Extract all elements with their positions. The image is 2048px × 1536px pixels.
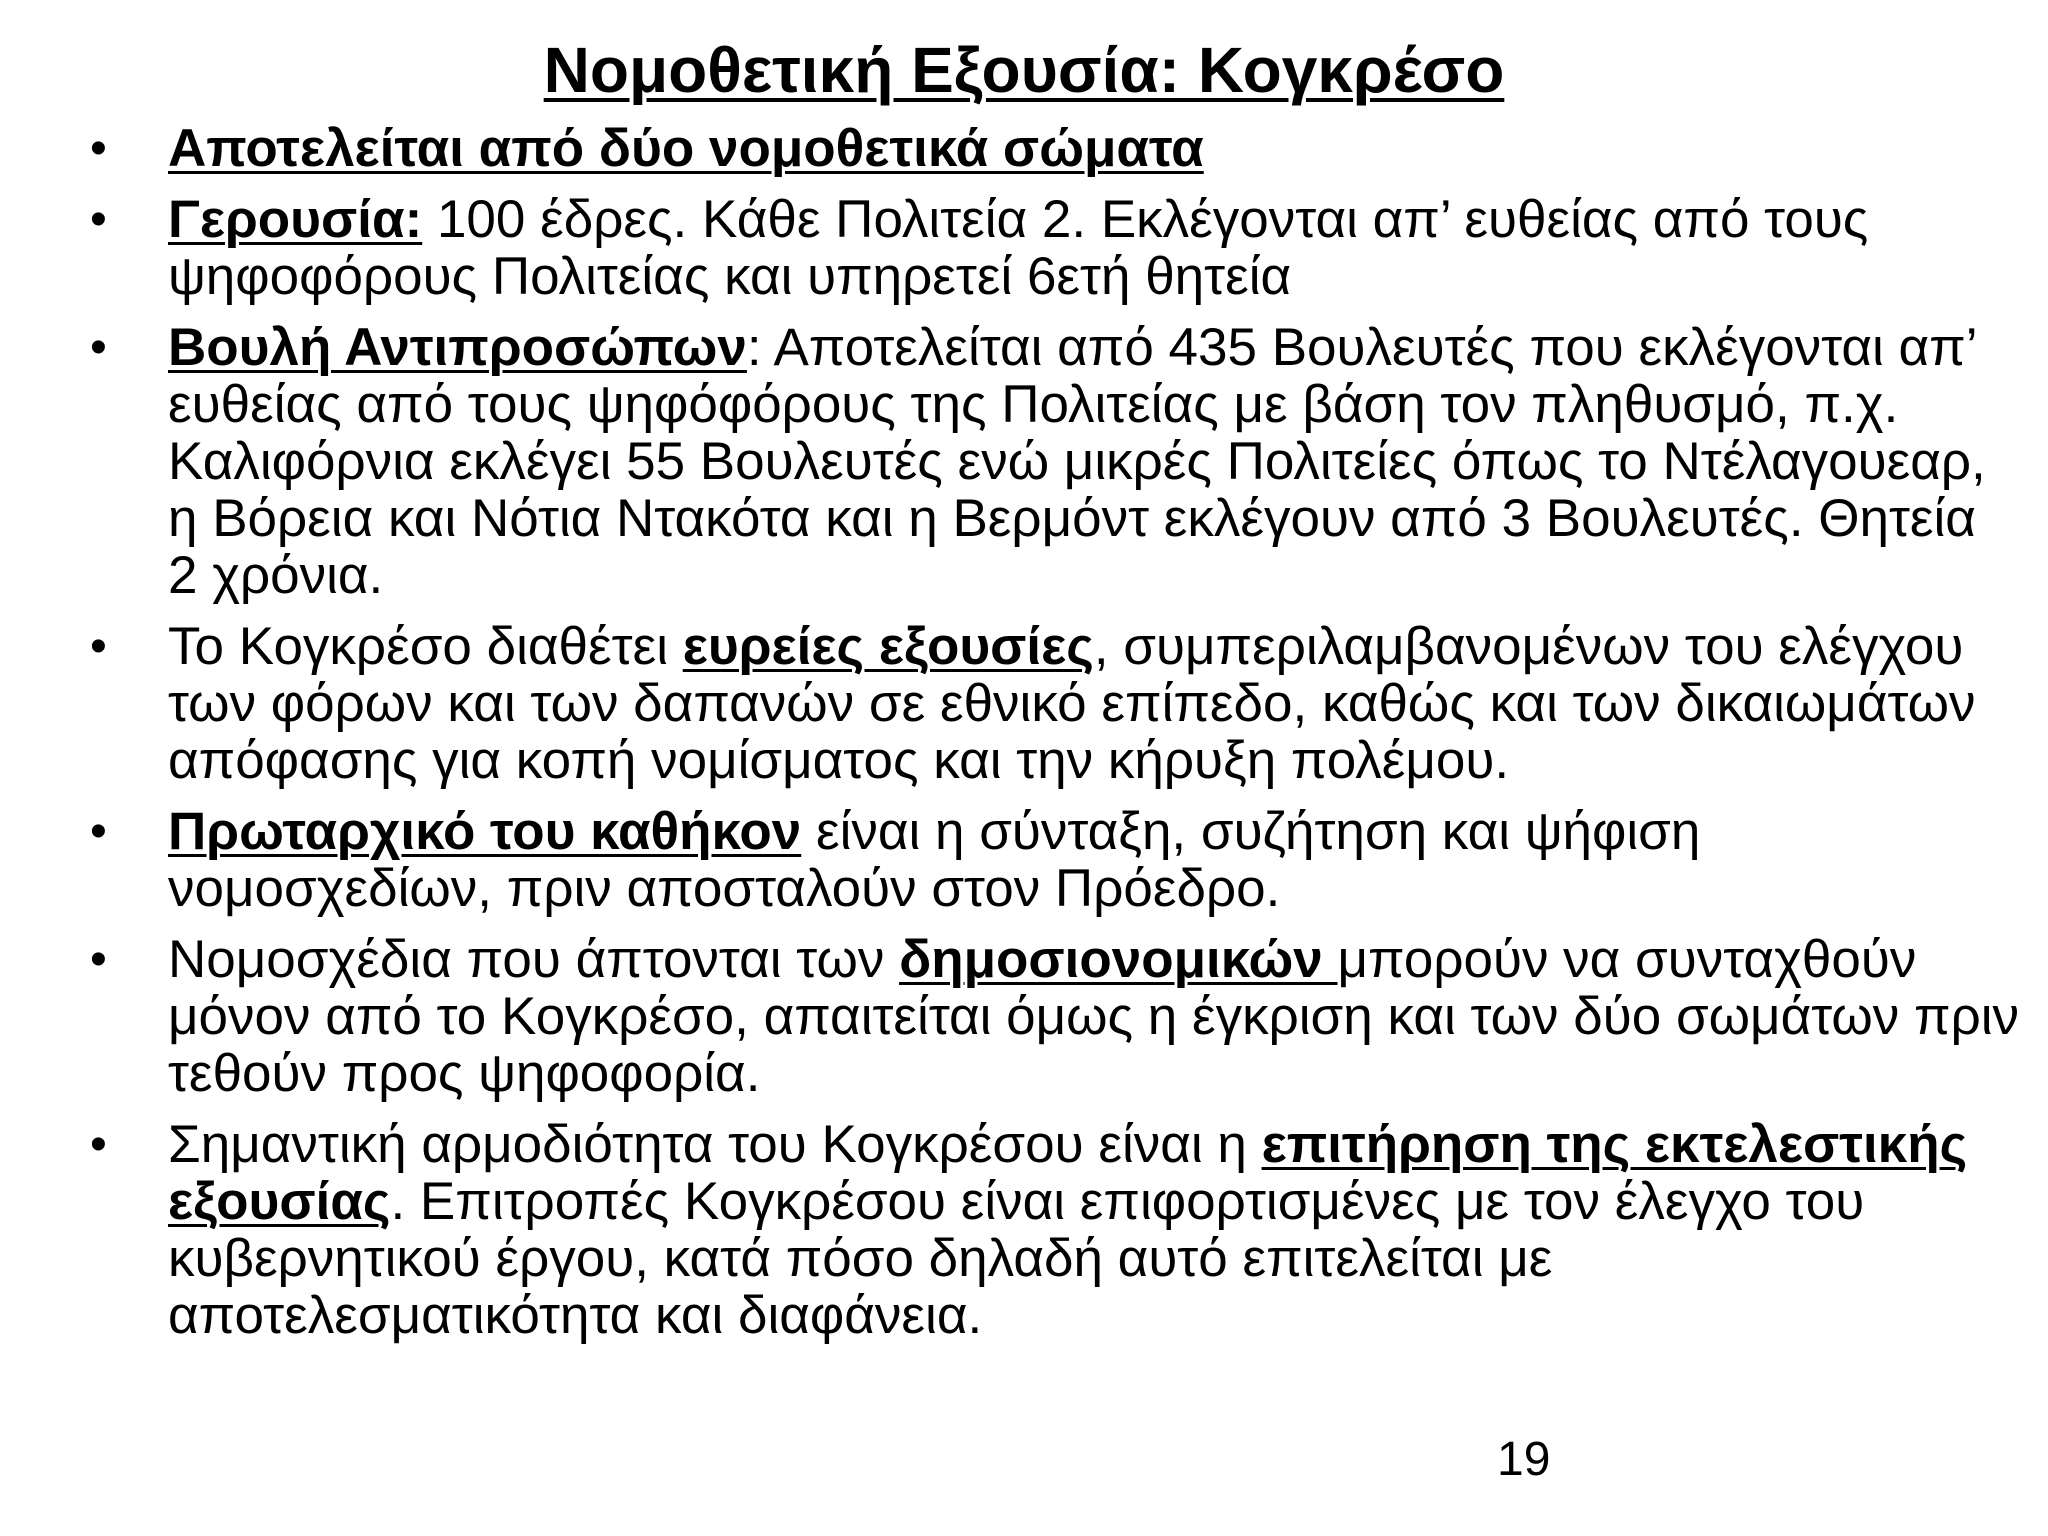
bullet-text: Νομοσχέδια που άπτονται των — [168, 930, 900, 989]
bullet-text: Το Κογκρέσο διαθέτει — [168, 617, 683, 676]
bullet-dot: • — [90, 193, 107, 246]
bullet-composition — [90, 120, 2020, 177]
slide-title: Νομοθετική Εξουσία: Κογκρέσο — [543, 34, 1505, 106]
bullet-dot: • — [90, 933, 107, 986]
bullet-powers — [90, 618, 2020, 789]
bullet-term-house: Βουλή Αντιπροσώπων — [168, 318, 747, 377]
bullet-list — [90, 120, 2020, 1358]
bullet-dot: • — [90, 620, 107, 673]
bullet-text: Σημαντική αρμοδιότητα του Κογκρέσου είναι η — [168, 1115, 1262, 1174]
bullet-text: 100 έδρες. Κάθε Πολιτεία 2. Εκλέγονται απ’ ευθείας από τους ψηφοφόρους Πολιτείας και υπηρετεί 6ετή θητεία — [168, 190, 1869, 306]
bullet-dot: • — [90, 805, 107, 858]
page-number: 19 — [1497, 1433, 1551, 1486]
bullet-text: μπορούν να συνταχθούν μόνον από το Κογκρέσο, απαιτείται όμως η έγκριση και των δύο σωμάτων πριν τεθούν προς ψηφοφορία. — [168, 930, 2019, 1103]
bullet-primary-duty — [90, 803, 2020, 917]
bullet-dot: • — [90, 122, 107, 175]
bullet-text: Αποτελείται από δύο νομοθετικά σώματα — [168, 119, 1204, 178]
bullet-dot: • — [90, 321, 107, 374]
bullet-house — [90, 319, 2020, 604]
bullet-oversight — [90, 1116, 2020, 1344]
bullet-term-fiscal: δημοσιονομικών — [899, 930, 1338, 989]
bullet-text: . Επιτροπές Κογκρέσου είναι επιφορτισμένες με τον έλεγχο του κυβερνητικού έργου, κατά πόσο δηλαδή αυτό επιτελείται με αποτελεσματικότητα και διαφάνεια. — [168, 1172, 1865, 1345]
bullet-term-senate: Γερουσία: — [168, 190, 423, 249]
bullet-text: είναι η σύνταξη, συζήτηση και ψήφιση νομοσχεδίων, πριν αποσταλούν στον Πρόεδρο. — [168, 802, 1701, 918]
bullet-term-broad-powers: ευρείες εξουσίες — [682, 617, 1094, 676]
bullet-fiscal-bills — [90, 931, 2020, 1102]
bullet-text: , συμπεριλαμβανομένων του ελέγχου των φόρων και των δαπανών σε εθνικό επίπεδο, καθώς και των δικαιωμάτων απόφασης για κοπή νομίσματος και την κήρυξη πολέμου. — [168, 617, 1976, 790]
bullet-dot: • — [90, 1118, 107, 1171]
bullet-text: : Αποτελείται από 435 Βουλευτές που εκλέγονται απ’ ευθείας από τους ψηφόφόρους της Πολιτείας με βάση τον πληθυσμό, π.χ. Καλιφόρνια εκλέγει 55 Βουλευτές ενώ μικρές Πολιτείες όπως το Ντέλαγουεαρ, η Βόρεια και Νότια Ντακότα και η Βερμόντ εκλέγουν από 3 Βουλευτές. Θητεία 2 χρόνια. — [168, 318, 1986, 605]
bullet-term-primary-duty: Πρωταρχικό του καθήκον — [168, 802, 802, 861]
bullet-term-oversight: επιτήρηση της εκτελεστικής εξουσίας — [168, 1115, 1968, 1231]
bullet-senate — [90, 191, 2020, 305]
